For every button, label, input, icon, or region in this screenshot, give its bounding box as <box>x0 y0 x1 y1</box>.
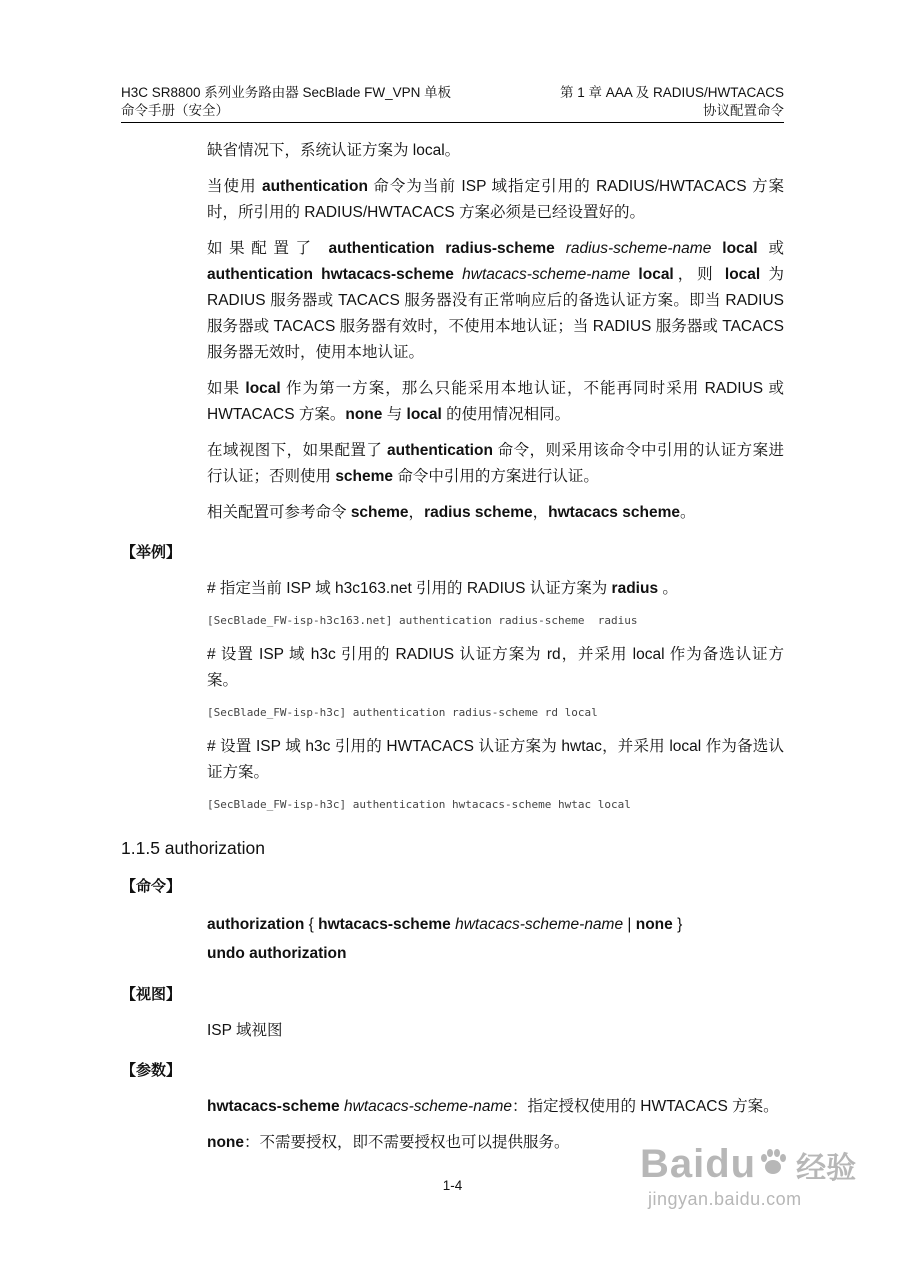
baidu-watermark <box>640 1142 860 1242</box>
example-comment-1: # 指定当前 ISP 域 h3c163.net 引用的 RADIUS 认证方案为 radius 。 <box>207 580 678 597</box>
desc-paragraph-5: 在域视图下，如果配置了 authentication 命令，则采用该命令中引用的认证方案进行认证；否则使用 scheme 命令中引用的方案进行认证。 <box>207 442 785 485</box>
example-code-1: [SecBlade_FW-isp-h3c163.net] authentication radius-scheme radius <box>207 614 638 627</box>
header-chapter-title: 第 1 章 AAA 及 RADIUS/HWTACACS <box>559 85 784 100</box>
param-hwtacacs-scheme: hwtacacs-scheme hwtacacs-scheme-name：指定授权使用的 HWTACACS 方案。 <box>207 1098 779 1115</box>
view-section-tag: 【视图】 <box>121 986 182 1003</box>
param-section-tag: 【参数】 <box>121 1062 182 1079</box>
param-none: none：不需要授权，即不需要授权也可以提供服务。 <box>207 1134 570 1151</box>
example-comment-3: # 设置 ISP 域 h3c 引用的 HWTACACS 认证方案为 hwtac，并采用 local 作为备选认证方案。 <box>207 738 784 781</box>
header-divider <box>121 122 784 123</box>
example-code-3: [SecBlade_FW-isp-h3c] authentication hwtacacs-scheme hwtac local <box>207 798 631 811</box>
command-section-tag: 【命令】 <box>121 878 182 895</box>
watermark-cn: 经验 <box>796 1151 857 1185</box>
paw-icon <box>758 1147 788 1182</box>
desc-paragraph-1: 缺省情况下，系统认证方案为 local。 <box>207 142 461 159</box>
desc-paragraph-3: 如果配置了 authentication radius-scheme radius-scheme-name local 或 authentication hwtacacs-scheme hwtacacs-scheme-name local，则 local 为 RADIUS 服务器或 TACACS 服务器没有正常响应后的备选认证方案。即当 RADIUS 服务器或 TACACS 服务器有效时，不使用本地认证；当 RADIUS 服务器或 TACACS 服务器无效时，使用本地认证。 <box>207 240 785 361</box>
example-code-2: [SecBlade_FW-isp-h3c] authentication radius-scheme rd local <box>207 706 598 719</box>
header-doc-subtitle: 命令手册（安全） <box>121 103 229 118</box>
header-doc-title: H3C SR8800 系列业务路由器 SecBlade FW_VPN 单板 <box>121 85 452 100</box>
header-chapter-subtitle: 协议配置命令 <box>703 103 784 118</box>
desc-paragraph-6: 相关配置可参考命令 scheme，radius scheme，hwtacacs scheme。 <box>207 504 696 521</box>
view-text: ISP 域视图 <box>207 1022 283 1039</box>
watermark-url: jingyan.baidu.com <box>648 1189 802 1209</box>
section-heading: 1.1.5 authorization <box>121 838 265 858</box>
command-syntax-1: authorization { hwtacacs-scheme hwtacacs-scheme-name | none } <box>207 916 683 933</box>
watermark-brand: Baidu <box>640 1142 757 1186</box>
header-right <box>560 84 784 120</box>
example-comment-2: # 设置 ISP 域 h3c 引用的 RADIUS 认证方案为 rd，并采用 local 作为备选认证方案。 <box>207 646 784 689</box>
header-left <box>121 84 451 120</box>
desc-paragraph-4: 如果 local 作为第一方案，那么只能采用本地认证，不能再同时采用 RADIUS 或 HWTACACS 方案。none 与 local 的使用情况相同。 <box>207 380 784 423</box>
desc-paragraph-2: 当使用 authentication 命令为当前 ISP 域指定引用的 RADIUS/HWTACACS 方案时，所引用的 RADIUS/HWTACACS 方案必须是已经设置好的。 <box>207 178 785 221</box>
page-content <box>0 138 905 1166</box>
command-syntax-2: undo authorization <box>207 945 347 962</box>
example-section-tag: 【举例】 <box>121 544 182 561</box>
page-number: 1-4 <box>442 1178 463 1193</box>
